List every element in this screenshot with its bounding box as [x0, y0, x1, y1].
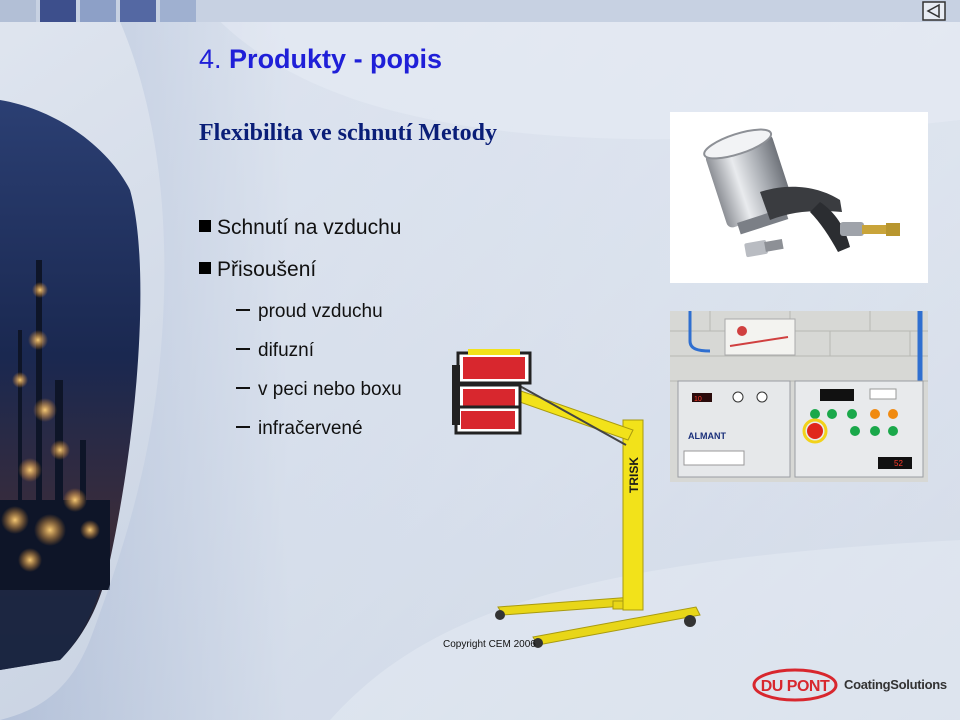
infrared-lamp-photo: [448, 345, 708, 650]
page-title: [199, 44, 442, 75]
square-bullet-icon: [199, 220, 211, 232]
dupont-logo: [752, 668, 838, 702]
slide-subtitle: Flexibilita ve schnutí Metody: [199, 120, 497, 146]
dash-bullet-icon: [236, 387, 250, 389]
dupont-logo-text: DU PONT: [760, 678, 830, 695]
back-arrow-icon[interactable]: [922, 1, 946, 21]
panel-display-1: 10: [694, 396, 702, 403]
top-color-strip: [0, 0, 960, 22]
stand-brand: TRISK: [627, 457, 641, 493]
subbullet-diffusion: [236, 340, 314, 362]
subbullet-label: infračervené: [258, 418, 363, 439]
copyright-text: Copyright CEM 2006: [443, 639, 536, 650]
bullet-label: Schnutí na vzduchu: [217, 216, 402, 239]
coating-solutions-text: CoatingSolutions: [844, 677, 947, 692]
bullet-assisted-drying: [199, 258, 316, 282]
control-panel-photo: [670, 311, 928, 482]
subbullet-label: difuzní: [258, 340, 314, 361]
title-number: 4.: [199, 44, 222, 74]
subbullet-air-stream: [236, 301, 383, 323]
spray-gun-photo: [670, 112, 928, 283]
dash-bullet-icon: [236, 426, 250, 428]
bullet-label: Přisoušení: [217, 258, 317, 281]
subbullet-infrared: [236, 418, 363, 440]
subbullet-label: v peci nebo boxu: [258, 379, 402, 400]
dash-bullet-icon: [236, 309, 250, 311]
subbullet-oven-box: [236, 379, 402, 401]
subbullet-label: proud vzduchu: [258, 301, 383, 322]
title-text: Produkty - popis: [229, 44, 443, 74]
dash-bullet-icon: [236, 348, 250, 350]
panel-brand: ALMANT: [688, 431, 726, 441]
bullet-air-drying: [199, 216, 401, 240]
panel-display-2: 52: [894, 459, 903, 468]
square-bullet-icon: [199, 262, 211, 274]
